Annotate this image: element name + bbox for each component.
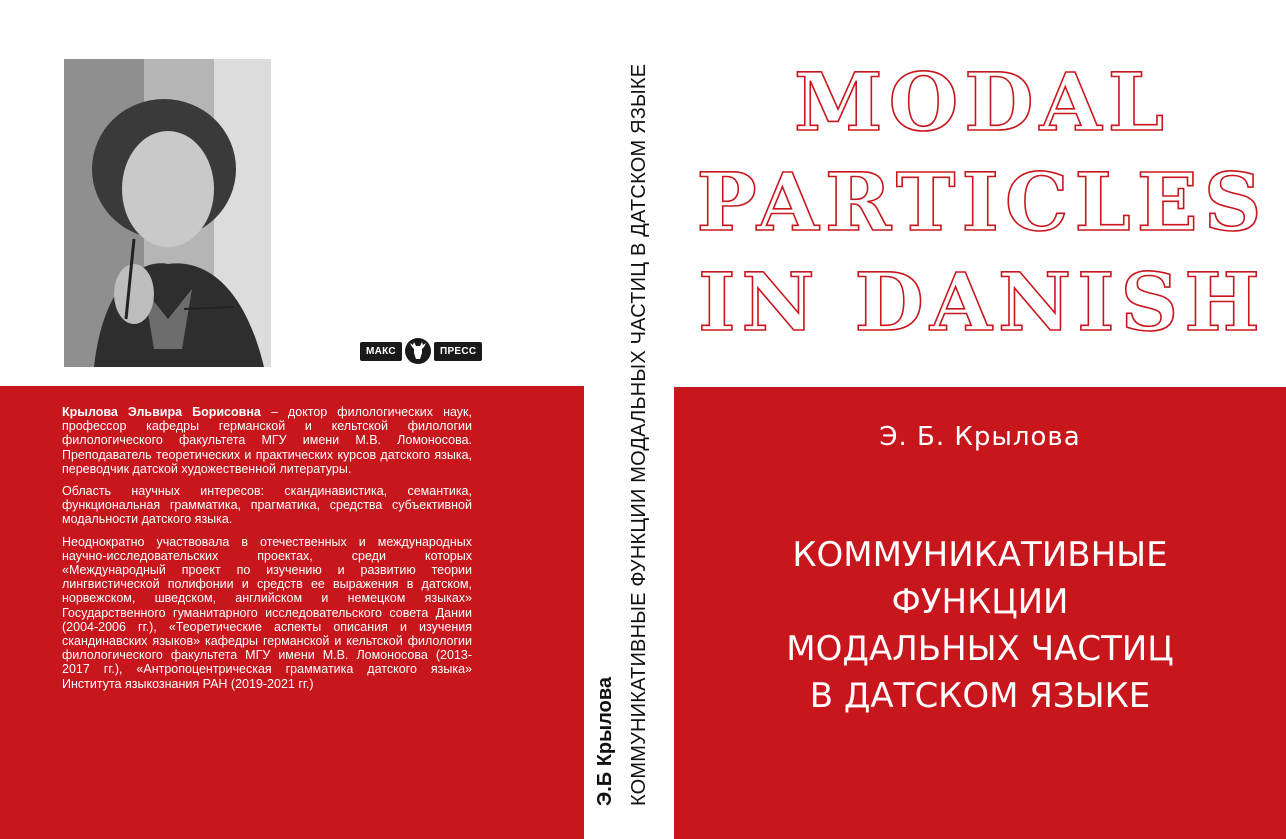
russian-title — [674, 532, 1286, 720]
russian-title-line-3: МОДАЛЬНЫХ ЧАСТИЦ — [786, 629, 1174, 669]
russian-title-line-1: КОММУНИКАТИВНЫЕ — [792, 535, 1168, 575]
bio-paragraph-2: Область научных интересов: скандинавистика, семантика, функциональная грамматика, прагматика, средства субъективной модальности датского языка. — [62, 484, 472, 527]
bio-author-name: Крылова Эльвира Борисовна — [62, 405, 261, 419]
author-biography — [62, 405, 472, 699]
publisher-name-right: ПРЕСС — [434, 342, 482, 361]
spine-author: Э.Б Крылова — [594, 676, 616, 806]
english-title-line-3: IN DANISH — [698, 255, 1266, 349]
book-spine — [590, 36, 670, 806]
bio-paragraph-3: Неоднократно участвовала в отечественных и международных научно-исследовательских проектах, среди которых «Международный проект по изучению и развитию теории лингвистической полифонии и средств ее выражения в датском, норвежском, шведском, английском и немецком языках» Государственного гуманитарного исследовательского совета Дании (2004-2006 гг.), «Теоретические аспекты описания и изучения скандинавских языков» кафедры германской и кельтской филологии филологического факультета МГУ имени М.В. Ломоносова (2013-2017 гг.), «Антропоцентрическая грамматика датского языка» Института языкознания РАН (2019-2021 гг.) — [62, 534, 472, 691]
english-title-line-2: PARTICLES — [696, 155, 1268, 249]
publisher-name-left: МАКС — [360, 342, 402, 361]
front-author: Э. Б. Крылова — [879, 422, 1081, 452]
bio-intro-text: – доктор филологических наук, профессор кафедры германской и кельтской филологии филологического факультета МГУ имени М.В. Ломоносова. Преподаватель теоретических и практических курсов датского языка, переводчик датской художественной литературы. — [62, 405, 472, 476]
publisher-logo — [360, 337, 482, 365]
spine-title: КОММУНИКАТИВНЫЕ ФУНКЦИИ МОДАЛЬНЫХ ЧАСТИЦ В ДАТСКОМ ЯЗЫКЕ — [628, 63, 650, 806]
russian-title-line-4: В ДАТСКОМ ЯЗЫКЕ — [809, 676, 1151, 716]
russian-title-line-2: ФУНКЦИИ — [891, 582, 1069, 622]
author-photo — [64, 59, 271, 367]
moose-icon — [405, 338, 431, 364]
bio-paragraph-1 — [62, 405, 472, 476]
english-title — [678, 52, 1286, 352]
author-portrait-image — [64, 59, 271, 367]
english-title-line-1: MODAL — [794, 55, 1170, 149]
